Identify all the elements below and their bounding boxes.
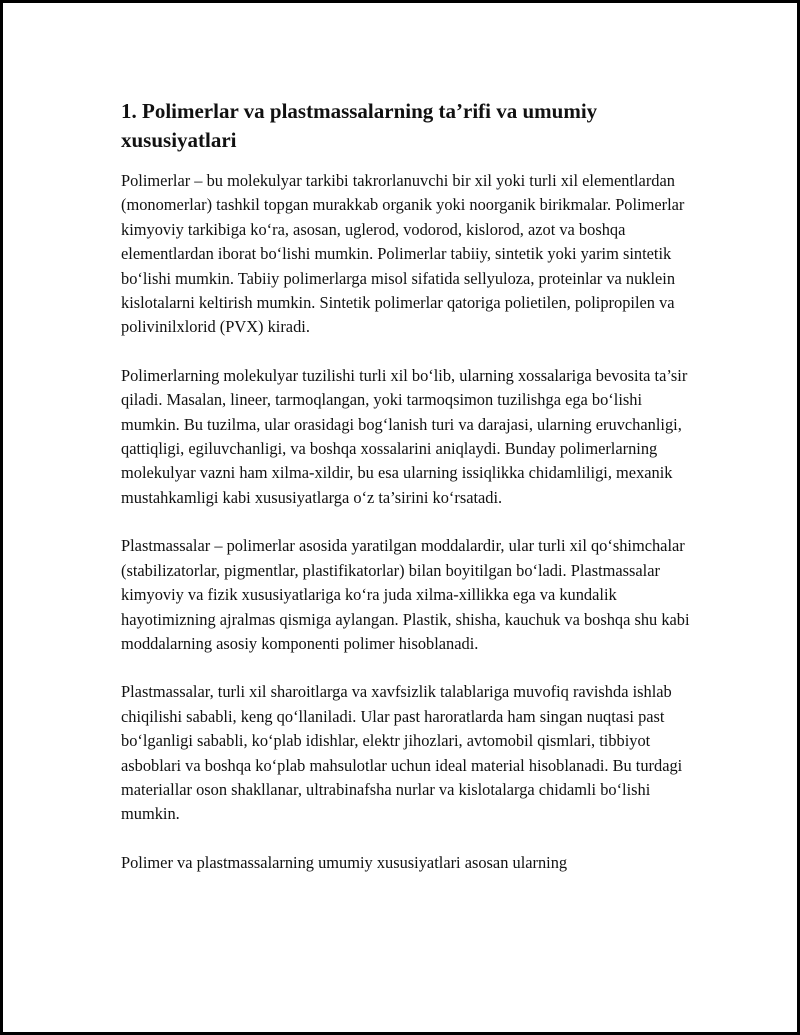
document-body [121, 97, 691, 899]
paragraph-1: Polimerlar – bu molekulyar tarkibi takrorlanuvchi bir xil yoki turli xil elementlardan (monomerlar) tashkil topgan murakkab organik yoki noorganik birikmalar. Polimerlar kimyoviy tarkibiga ko‘ra, asosan, uglerod, vodorod, kislorod, azot va boshqa elementlardan iborat bo‘lishi mumkin. Polimerlar tabiiy, sintetik yoki yarim sintetik bo‘lishi mumkin. Tabiiy polimerlarga misol sifatida sellyuloza, proteinlar va nuklein kislotalarni keltirish mumkin. Sintetik polimerlar qatoriga polietilen, polipropilen va polivinilxlorid (PVX) kiradi. [121, 171, 685, 337]
paragraph-4: Plastmassalar, turli xil sharoitlarga va xavfsizlik talablariga muvofiq ravishda ishlab chiqilishi sababli, keng qo‘llaniladi. Ular past haroratlarda ham singan nuqtasi past bo‘lganligi sababli, ko‘plab idishlar, elektr jihozlari, avtomobil qismlari, tibbiyot asboblari va boshqa ko‘plab mahsulotlar uchun ideal material hisoblanadi. Bu turdagi materiallar oson shakllanar, ultrabinafsha nurlar va kislotalarga chidamli bo‘lishi mumkin. [121, 682, 683, 824]
paragraph-2: Polimerlarning molekulyar tuzilishi turli xil bo‘lib, ularning xossalariga bevosita ta’sir qiladi. Masalan, lineer, tarmoqlangan, yoki tarmoqsimon tuzilishga ega bo‘lishi mumkin. Bu tuzilma, ular orasidagi bog‘lanish turi va darajasi, ularning eruvchanligi, qattiqligi, egiluvchanligi, va boshqa xossalarini aniqlaydi. Bunday polimerlarning molekulyar vazni ham xilma-xildir, bu esa ularning issiqlikka chidamliligi, mexanik mustahkamligi kabi xususiyatlarga o‘z ta’sirini ko‘rsatadi. [121, 365, 688, 507]
section-heading: 1. Polimerlar va plastmassalarning ta’rifi va umumiy xususiyatlari [121, 99, 598, 152]
paragraph-3: Plastmassalar – polimerlar asosida yaratilgan moddalardir, ular turli xil qo‘shimchalar (stabilizatorlar, pigmentlar, plastifikatorlar) bilan boyitilgan bo‘ladi. Plastmassalar kimyoviy va fizik xususiyatlariga ko‘ra juda xilma-xillikka ega va kundalik hayotimizning ajralmas qismiga aylangan. Plastik, shisha, kauchuk va boshqa shu kabi moddalarning asosiy komponenti polimer hisoblanadi. [121, 536, 690, 653]
paragraph-5: Polimer va plastmassalarning umumiy xususiyatlari asosan ularning [121, 852, 568, 872]
